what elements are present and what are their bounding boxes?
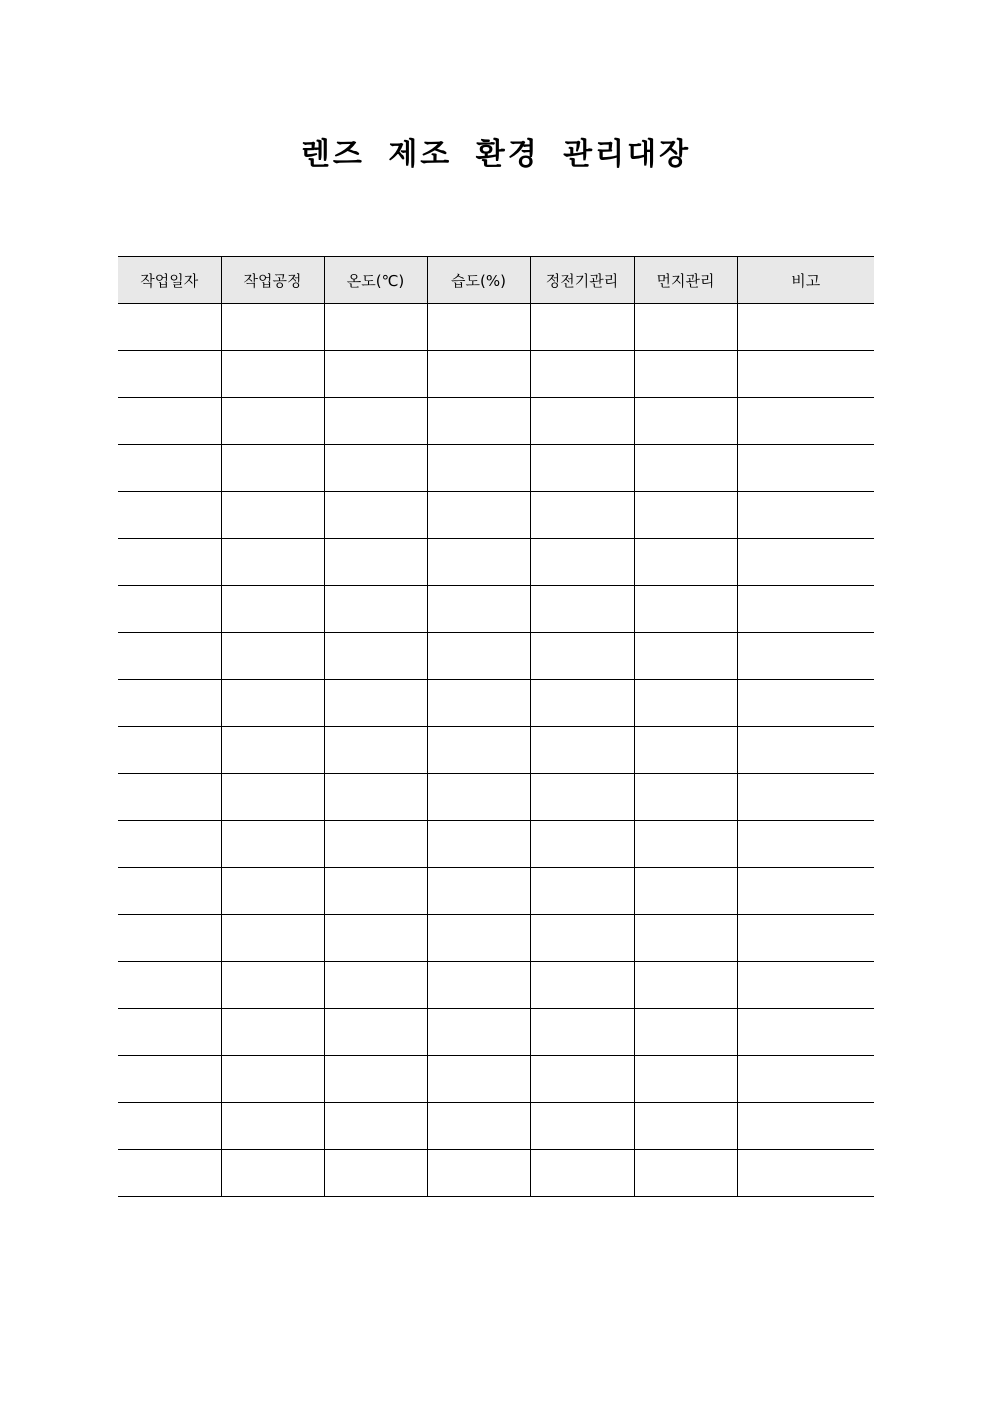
- table-row: [118, 1150, 874, 1197]
- table-cell-humidity[interactable]: [427, 1150, 530, 1197]
- header-row: [118, 257, 874, 304]
- table-cell-humidity[interactable]: [427, 586, 530, 633]
- table-cell-humidity[interactable]: [427, 774, 530, 821]
- table-cell-temperature[interactable]: [324, 304, 427, 351]
- table-cell-remarks[interactable]: [737, 351, 874, 398]
- table-cell-work-date[interactable]: [118, 1150, 221, 1197]
- table-cell-humidity[interactable]: [427, 1103, 530, 1150]
- table-cell-work-date[interactable]: [118, 445, 221, 492]
- table-cell-work-process[interactable]: [221, 1056, 324, 1103]
- table-cell-humidity[interactable]: [427, 398, 530, 445]
- table-cell-humidity[interactable]: [427, 915, 530, 962]
- table-cell-static-control[interactable]: [530, 680, 634, 727]
- table-cell-humidity[interactable]: [427, 445, 530, 492]
- table-row: [118, 492, 874, 539]
- table-cell-work-process[interactable]: [221, 1150, 324, 1197]
- table-cell-work-process[interactable]: [221, 633, 324, 680]
- table-cell-work-date[interactable]: [118, 586, 221, 633]
- table-cell-static-control[interactable]: [530, 1103, 634, 1150]
- table-cell-work-process[interactable]: [221, 1009, 324, 1056]
- table-cell-static-control[interactable]: [530, 821, 634, 868]
- table-cell-dust-control[interactable]: [634, 1103, 737, 1150]
- table-cell-dust-control[interactable]: [634, 774, 737, 821]
- table-cell-dust-control[interactable]: [634, 633, 737, 680]
- table-cell-humidity[interactable]: [427, 868, 530, 915]
- table-row: [118, 962, 874, 1009]
- table-cell-humidity[interactable]: [427, 351, 530, 398]
- table-cell-humidity[interactable]: [427, 821, 530, 868]
- table-cell-work-process[interactable]: [221, 445, 324, 492]
- table-cell-work-date[interactable]: [118, 727, 221, 774]
- table-cell-dust-control[interactable]: [634, 351, 737, 398]
- table-cell-static-control[interactable]: [530, 915, 634, 962]
- table-cell-work-process[interactable]: [221, 915, 324, 962]
- table-row: [118, 727, 874, 774]
- table-cell-work-date[interactable]: [118, 1009, 221, 1056]
- table-cell-remarks[interactable]: [737, 962, 874, 1009]
- table-cell-work-date[interactable]: [118, 633, 221, 680]
- table-body: [118, 304, 874, 1197]
- table-cell-temperature[interactable]: [324, 727, 427, 774]
- table-cell-temperature[interactable]: [324, 539, 427, 586]
- table-cell-work-date[interactable]: [118, 962, 221, 1009]
- table-row: [118, 304, 874, 351]
- table-cell-temperature[interactable]: [324, 351, 427, 398]
- table-cell-remarks[interactable]: [737, 727, 874, 774]
- table-cell-remarks[interactable]: [737, 1150, 874, 1197]
- table-cell-static-control[interactable]: [530, 1009, 634, 1056]
- table-row: [118, 1103, 874, 1150]
- table-cell-remarks[interactable]: [737, 492, 874, 539]
- table-row: [118, 539, 874, 586]
- table-cell-temperature[interactable]: [324, 1150, 427, 1197]
- table-cell-dust-control[interactable]: [634, 398, 737, 445]
- table-header: [118, 257, 874, 304]
- table-cell-remarks[interactable]: [737, 304, 874, 351]
- table-cell-remarks[interactable]: [737, 915, 874, 962]
- table-row: [118, 774, 874, 821]
- table-cell-static-control[interactable]: [530, 586, 634, 633]
- table-cell-work-process[interactable]: [221, 1103, 324, 1150]
- table-cell-humidity[interactable]: [427, 539, 530, 586]
- table-cell-static-control[interactable]: [530, 351, 634, 398]
- table-cell-remarks[interactable]: [737, 586, 874, 633]
- column-header-humidity: 습도(%): [427, 257, 530, 304]
- table-cell-work-date[interactable]: [118, 351, 221, 398]
- table-cell-remarks[interactable]: [737, 1009, 874, 1056]
- table-cell-work-process[interactable]: [221, 539, 324, 586]
- table-cell-static-control[interactable]: [530, 1056, 634, 1103]
- table-row: [118, 821, 874, 868]
- table-cell-remarks[interactable]: [737, 774, 874, 821]
- table-cell-remarks[interactable]: [737, 821, 874, 868]
- table-cell-static-control[interactable]: [530, 774, 634, 821]
- table-cell-work-process[interactable]: [221, 821, 324, 868]
- table-cell-static-control[interactable]: [530, 727, 634, 774]
- table-cell-humidity[interactable]: [427, 680, 530, 727]
- table-cell-dust-control[interactable]: [634, 727, 737, 774]
- table-row: [118, 445, 874, 492]
- table-cell-static-control[interactable]: [530, 868, 634, 915]
- table-cell-temperature[interactable]: [324, 821, 427, 868]
- table-cell-work-date[interactable]: [118, 1056, 221, 1103]
- table-cell-work-process[interactable]: [221, 727, 324, 774]
- table-cell-temperature[interactable]: [324, 962, 427, 1009]
- table-cell-temperature[interactable]: [324, 1009, 427, 1056]
- table-cell-dust-control[interactable]: [634, 586, 737, 633]
- table-cell-remarks[interactable]: [737, 680, 874, 727]
- table-cell-static-control[interactable]: [530, 633, 634, 680]
- table-cell-work-date[interactable]: [118, 821, 221, 868]
- table-cell-dust-control[interactable]: [634, 304, 737, 351]
- table-row: [118, 1056, 874, 1103]
- table-row: [118, 868, 874, 915]
- table-cell-temperature[interactable]: [324, 633, 427, 680]
- table-cell-static-control[interactable]: [530, 1150, 634, 1197]
- table-cell-static-control[interactable]: [530, 304, 634, 351]
- table-cell-static-control[interactable]: [530, 539, 634, 586]
- table-cell-remarks[interactable]: [737, 445, 874, 492]
- column-header-static-control: 정전기관리: [530, 257, 634, 304]
- table-cell-work-date[interactable]: [118, 915, 221, 962]
- table-cell-static-control[interactable]: [530, 445, 634, 492]
- table-cell-work-date[interactable]: [118, 398, 221, 445]
- table-row: [118, 351, 874, 398]
- table-cell-temperature[interactable]: [324, 492, 427, 539]
- table-cell-dust-control[interactable]: [634, 821, 737, 868]
- table-cell-dust-control[interactable]: [634, 492, 737, 539]
- table-cell-work-date[interactable]: [118, 774, 221, 821]
- table-cell-work-process[interactable]: [221, 398, 324, 445]
- table-cell-dust-control[interactable]: [634, 868, 737, 915]
- table-cell-static-control[interactable]: [530, 962, 634, 1009]
- table-cell-temperature[interactable]: [324, 445, 427, 492]
- table-cell-work-process[interactable]: [221, 680, 324, 727]
- table-cell-dust-control[interactable]: [634, 962, 737, 1009]
- table-cell-humidity[interactable]: [427, 1009, 530, 1056]
- table-cell-humidity[interactable]: [427, 304, 530, 351]
- table-cell-humidity[interactable]: [427, 962, 530, 1009]
- table-row: [118, 915, 874, 962]
- column-header-temperature: 온도(℃): [324, 257, 427, 304]
- table-cell-work-process[interactable]: [221, 351, 324, 398]
- table-cell-work-process[interactable]: [221, 586, 324, 633]
- table-cell-humidity[interactable]: [427, 727, 530, 774]
- table-cell-temperature[interactable]: [324, 1103, 427, 1150]
- table-row: [118, 586, 874, 633]
- table-cell-static-control[interactable]: [530, 492, 634, 539]
- table-cell-dust-control[interactable]: [634, 1150, 737, 1197]
- table-cell-work-date[interactable]: [118, 868, 221, 915]
- table-cell-work-date[interactable]: [118, 304, 221, 351]
- column-header-dust-control: 먼지관리: [634, 257, 737, 304]
- page-title: 렌즈 제조 환경 관리대장: [300, 137, 692, 172]
- table-row: [118, 633, 874, 680]
- table-cell-work-process[interactable]: [221, 492, 324, 539]
- column-header-remarks: 비고: [737, 257, 874, 304]
- table-cell-humidity[interactable]: [427, 633, 530, 680]
- table-cell-work-date[interactable]: [118, 1103, 221, 1150]
- table-cell-work-date[interactable]: [118, 680, 221, 727]
- table-cell-dust-control[interactable]: [634, 445, 737, 492]
- table-cell-temperature[interactable]: [324, 680, 427, 727]
- table-cell-remarks[interactable]: [737, 633, 874, 680]
- table-cell-temperature[interactable]: [324, 915, 427, 962]
- table-cell-dust-control[interactable]: [634, 680, 737, 727]
- table-cell-work-process[interactable]: [221, 304, 324, 351]
- table-cell-static-control[interactable]: [530, 398, 634, 445]
- table-cell-temperature[interactable]: [324, 1056, 427, 1103]
- table-cell-humidity[interactable]: [427, 1056, 530, 1103]
- environment-ledger-table: [118, 256, 874, 1197]
- table-cell-temperature[interactable]: [324, 774, 427, 821]
- table-row: [118, 398, 874, 445]
- table-row: [118, 1009, 874, 1056]
- table-cell-work-process[interactable]: [221, 774, 324, 821]
- table-cell-remarks[interactable]: [737, 1103, 874, 1150]
- table-cell-temperature[interactable]: [324, 868, 427, 915]
- table-cell-dust-control[interactable]: [634, 915, 737, 962]
- column-header-work-process: 작업공정: [221, 257, 324, 304]
- table-cell-remarks[interactable]: [737, 398, 874, 445]
- table-cell-dust-control[interactable]: [634, 1056, 737, 1103]
- table-cell-dust-control[interactable]: [634, 539, 737, 586]
- table-row: [118, 680, 874, 727]
- table-cell-remarks[interactable]: [737, 868, 874, 915]
- table-cell-temperature[interactable]: [324, 398, 427, 445]
- table-cell-remarks[interactable]: [737, 1056, 874, 1103]
- table-cell-remarks[interactable]: [737, 539, 874, 586]
- table-cell-temperature[interactable]: [324, 586, 427, 633]
- table-cell-work-process[interactable]: [221, 962, 324, 1009]
- table-cell-dust-control[interactable]: [634, 1009, 737, 1056]
- column-header-work-date: 작업일자: [118, 257, 221, 304]
- table-cell-work-date[interactable]: [118, 492, 221, 539]
- table-cell-work-date[interactable]: [118, 539, 221, 586]
- table-cell-work-process[interactable]: [221, 868, 324, 915]
- table-cell-humidity[interactable]: [427, 492, 530, 539]
